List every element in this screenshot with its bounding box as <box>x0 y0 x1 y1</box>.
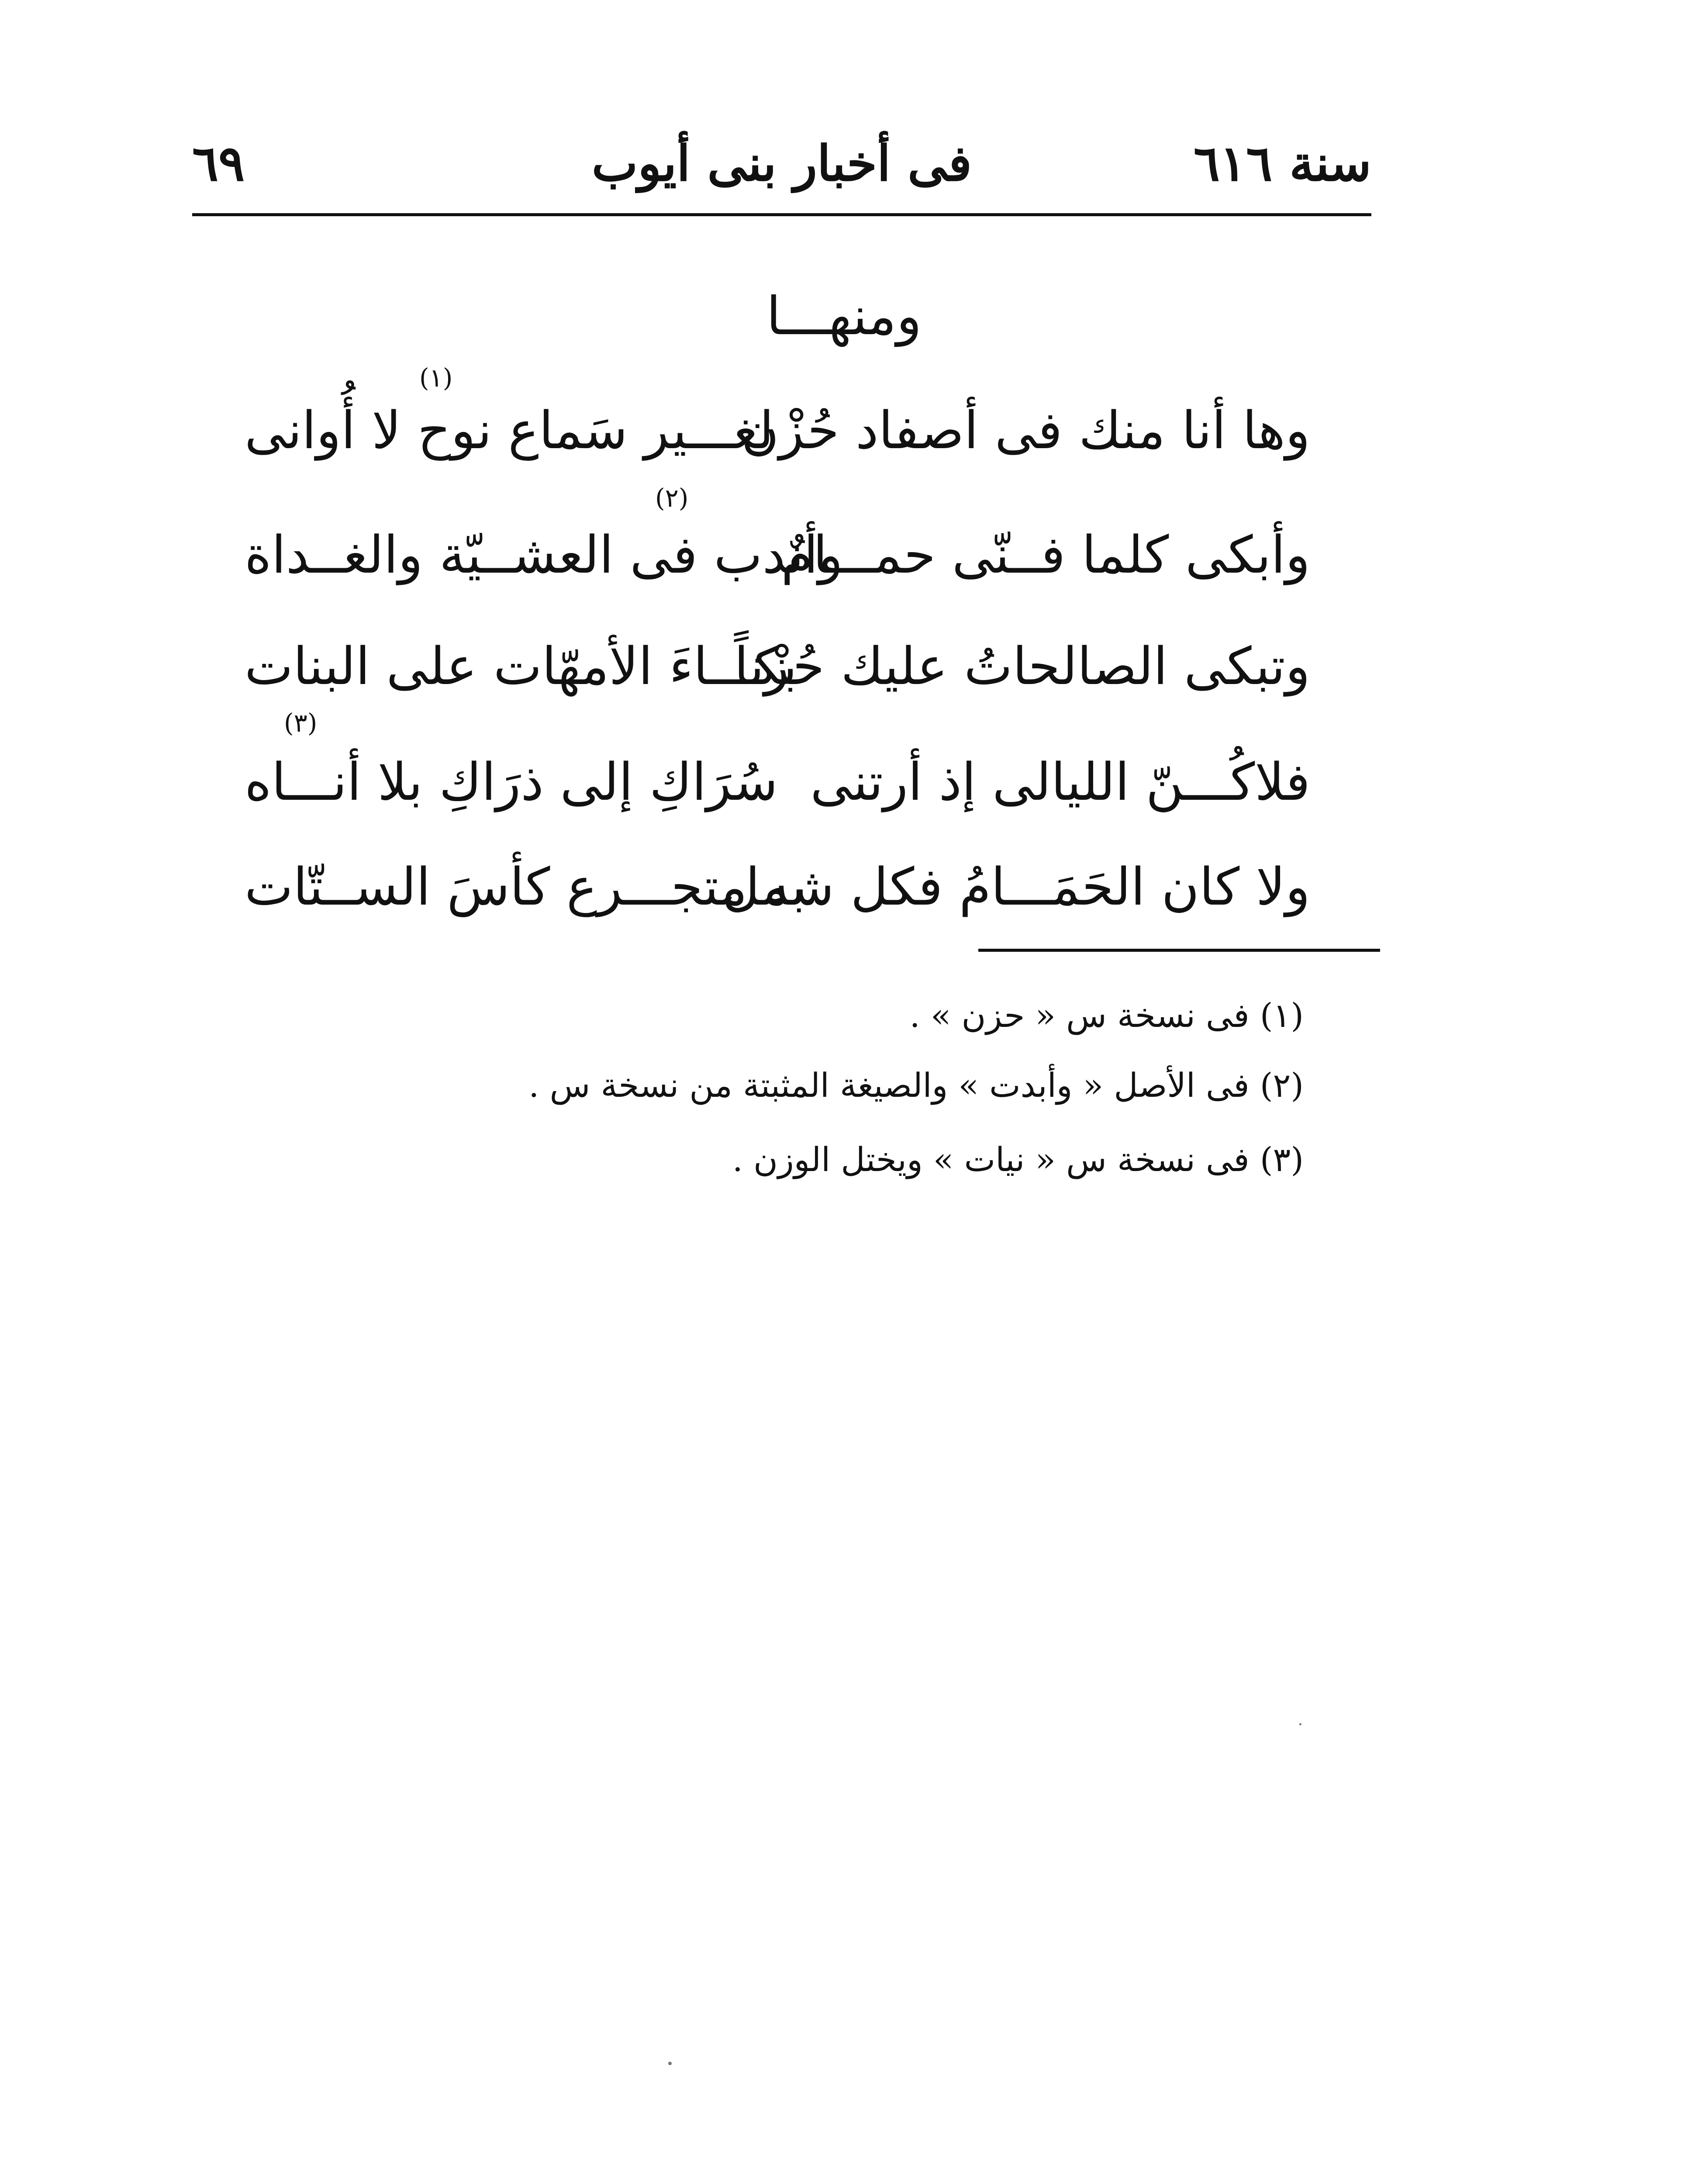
verse-first-hemistich: وتبكى الصالحاتُ عليك حُزْناً <box>734 636 1310 696</box>
verse-first-hemistich: فلاكُـــنّ الليالى إذ أرتنى <box>810 752 1310 812</box>
header-rule <box>192 213 1371 216</box>
scan-speck <box>668 2062 672 2065</box>
page-number: ٦٩ <box>192 135 245 192</box>
verse-line <box>245 745 1310 819</box>
verse-first-hemistich: ولا كان الحَمَـــامُ فكل شمل <box>722 857 1310 917</box>
verse-first-hemistich: وأبكى كلما فــنّى حمـــامٌ <box>781 525 1310 585</box>
footnote-separator <box>978 949 1380 952</box>
verse-line <box>245 518 1310 592</box>
scan-speck <box>1299 1723 1301 1725</box>
verse-second-hemistich: بكـــاءَ الأمهّات على البنات <box>245 636 797 696</box>
footnote: (٣) فى نسخة س « نيات » ويختل الوزن . <box>732 1140 1304 1179</box>
verse-line <box>245 850 1310 924</box>
footnote-marker: (٣) <box>284 708 318 738</box>
verse-line <box>245 629 1310 703</box>
verse-second-hemistich: لغـــير سَماع نوح لا أُوانى <box>245 400 774 460</box>
verse-second-hemistich: به متجـــرع كأسَ الســتّات <box>245 857 806 917</box>
verse-second-hemistich: وأندب فى العشــيّة والغــداة <box>245 525 843 585</box>
verse-line <box>245 393 1310 467</box>
footnote-marker: (٢) <box>655 483 689 513</box>
running-header <box>192 131 1371 197</box>
footnote: (١) فى نسخة س « حزن » . <box>909 996 1304 1035</box>
section-subheading: ومنهـــا <box>766 286 922 347</box>
verse-first-hemistich: وها أنا منك فى أصفاد حُزْن <box>741 400 1310 460</box>
header-title: فى أخبار بنى أيوب <box>591 135 972 192</box>
header-year: سنة ٦١٦ <box>1193 135 1371 192</box>
verse-second-hemistich: سُرَاكِ إلى ذرَاكِ بلا أنـــاه <box>245 752 778 812</box>
footnote-marker: (١) <box>419 363 453 393</box>
footnote: (٢) فى الأصل « وأبدت » والصيغة المثبتة من نسخة س . <box>528 1066 1304 1105</box>
